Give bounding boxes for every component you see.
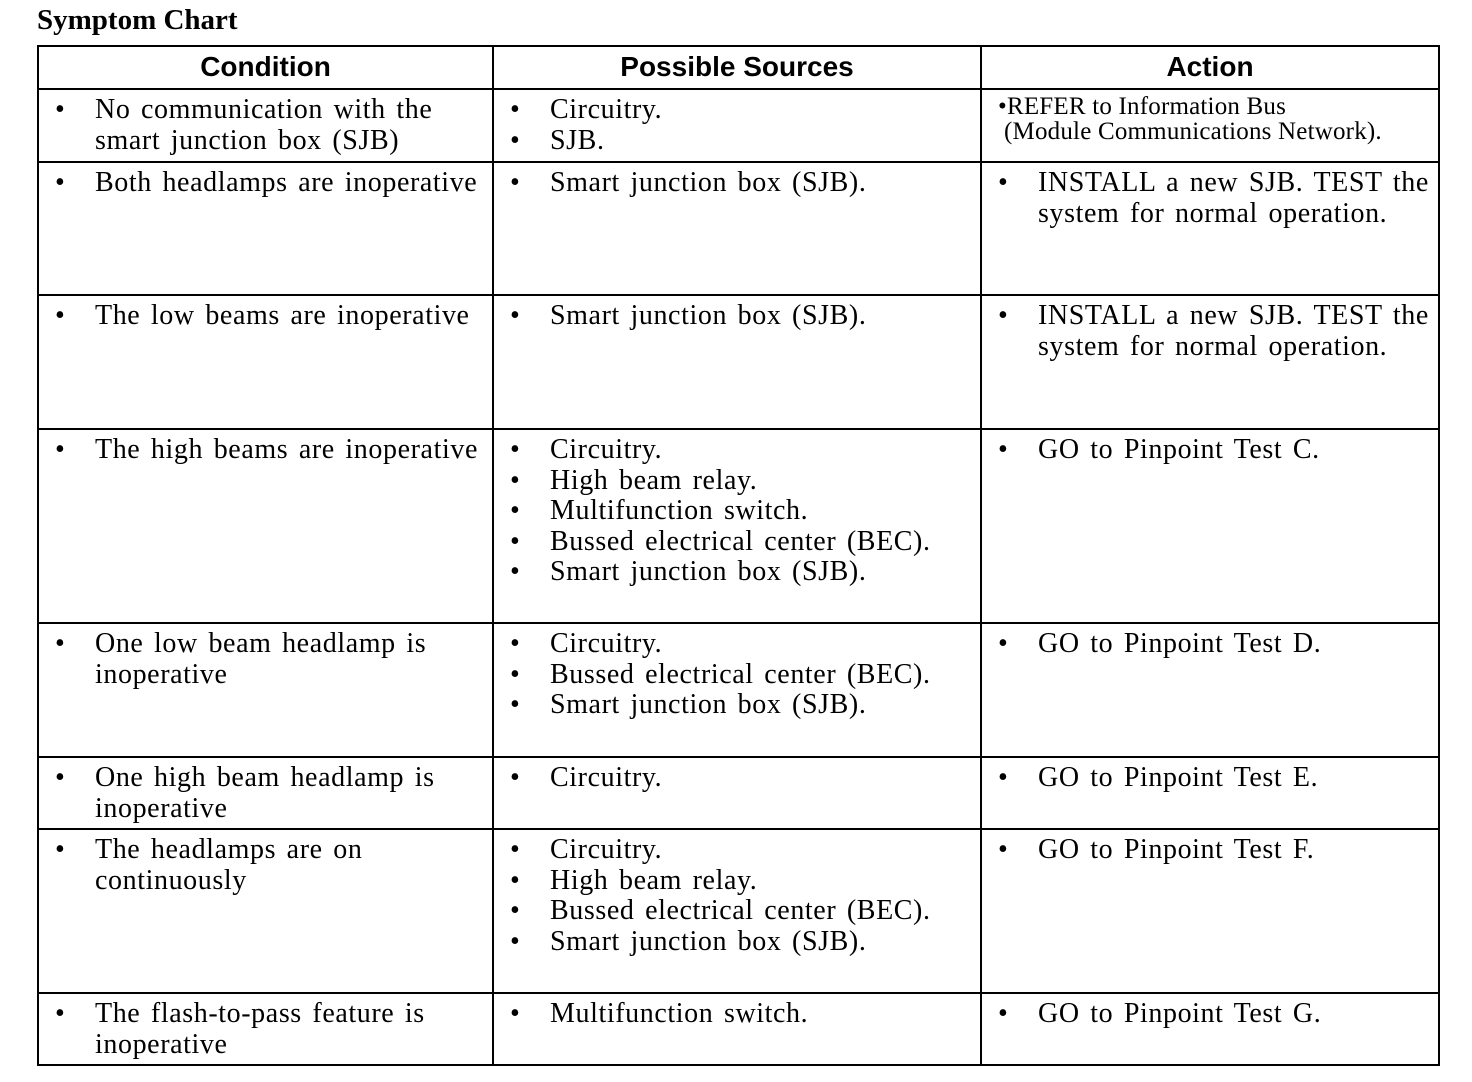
source-text: Circuitry. bbox=[550, 434, 663, 465]
sources-cell bbox=[493, 829, 981, 993]
list-item bbox=[494, 835, 972, 866]
condition-cell bbox=[38, 295, 493, 429]
action-text: GO to Pinpoint Test F. bbox=[1038, 834, 1315, 866]
condition-cell bbox=[38, 993, 493, 1065]
condition-cell bbox=[38, 757, 493, 829]
list-item bbox=[494, 527, 972, 558]
bullet-icon: • bbox=[510, 628, 521, 659]
action-cell bbox=[981, 295, 1439, 429]
source-text: Smart junction box (SJB). bbox=[550, 556, 867, 588]
list-item bbox=[494, 763, 972, 794]
sources-cell bbox=[493, 89, 981, 162]
action-text: GO to Pinpoint Test E. bbox=[1038, 762, 1319, 793]
list-item bbox=[39, 763, 484, 824]
source-text: Bussed electrical center (BEC). bbox=[550, 895, 931, 927]
bullet-icon: • bbox=[510, 762, 521, 793]
list-item bbox=[39, 168, 484, 199]
list-item bbox=[39, 629, 484, 690]
action-cell bbox=[981, 429, 1439, 623]
page-title: Symptom Chart bbox=[37, 4, 238, 36]
list-item bbox=[494, 927, 972, 958]
condition-cell bbox=[38, 829, 493, 993]
condition-text: The flash-to-pass feature is inoperative bbox=[95, 998, 425, 1060]
table-row bbox=[38, 429, 1439, 623]
list-item bbox=[39, 301, 484, 332]
action-cell bbox=[981, 757, 1439, 829]
sources-cell bbox=[493, 295, 981, 429]
bullet-icon: • bbox=[510, 167, 521, 198]
list-item bbox=[494, 466, 972, 497]
list-item bbox=[494, 999, 972, 1030]
list-item bbox=[494, 629, 972, 660]
bullet-icon: • bbox=[510, 834, 521, 866]
table-row bbox=[38, 829, 1439, 993]
condition-text: The headlamps are on continuously bbox=[95, 834, 363, 896]
action-text: INSTALL a new SJB. TEST the system for normal operation. bbox=[1038, 300, 1429, 362]
condition-cell bbox=[38, 162, 493, 295]
header-condition: Condition bbox=[38, 46, 493, 89]
bullet-icon: • bbox=[998, 434, 1009, 465]
header-action: Action bbox=[981, 46, 1439, 89]
bullet-icon: • bbox=[998, 834, 1009, 866]
source-text: High beam relay. bbox=[550, 864, 758, 896]
bullet-icon: • bbox=[510, 495, 521, 527]
list-item bbox=[982, 301, 1430, 362]
bullet-icon: • bbox=[510, 300, 521, 331]
table-row bbox=[38, 89, 1439, 162]
action-cell bbox=[981, 89, 1439, 162]
list-item bbox=[494, 660, 972, 691]
bullet-icon: • bbox=[998, 762, 1009, 793]
bullet-icon: • bbox=[998, 167, 1009, 198]
sources-cell bbox=[493, 623, 981, 757]
list-item bbox=[982, 168, 1430, 229]
table-row bbox=[38, 757, 1439, 829]
header-possible-sources: Possible Sources bbox=[493, 46, 981, 89]
action-cell bbox=[981, 623, 1439, 757]
refer-line-2: (Module Communications Network). bbox=[1004, 118, 1382, 145]
source-text: Multifunction switch. bbox=[550, 495, 809, 527]
bullet-icon: • bbox=[510, 434, 521, 465]
list-item bbox=[982, 763, 1430, 794]
action-cell bbox=[981, 162, 1439, 295]
source-text: SJB. bbox=[550, 124, 605, 156]
action-text: INSTALL a new SJB. TEST the system for normal operation. bbox=[1038, 167, 1429, 229]
bullet-icon: • bbox=[510, 925, 521, 957]
source-text: Bussed electrical center (BEC). bbox=[550, 658, 931, 690]
bullet-icon: • bbox=[55, 762, 66, 793]
source-text: Smart junction box (SJB). bbox=[550, 925, 867, 957]
action-cell bbox=[981, 829, 1439, 993]
bullet-icon: • bbox=[510, 94, 521, 125]
list-item bbox=[982, 835, 1430, 866]
table-row bbox=[38, 993, 1439, 1065]
list-item bbox=[494, 896, 972, 927]
list-item bbox=[494, 496, 972, 527]
source-text: Circuitry. bbox=[550, 762, 663, 793]
list-item bbox=[982, 629, 1430, 660]
source-text: Circuitry. bbox=[550, 834, 663, 866]
refer-note bbox=[982, 90, 1438, 146]
list-item bbox=[982, 999, 1430, 1030]
source-text: Multifunction switch. bbox=[550, 998, 809, 1030]
sources-cell bbox=[493, 429, 981, 623]
list-item bbox=[39, 835, 484, 896]
bullet-icon: • bbox=[998, 300, 1009, 331]
bullet-icon: • bbox=[55, 434, 66, 465]
source-text: Smart junction box (SJB). bbox=[550, 689, 867, 721]
action-cell bbox=[981, 993, 1439, 1065]
condition-cell bbox=[38, 429, 493, 623]
list-item bbox=[494, 690, 972, 721]
refer-line-1: •REFER to Information Bus bbox=[998, 93, 1287, 120]
table-row bbox=[38, 295, 1439, 429]
bullet-icon: • bbox=[510, 689, 521, 721]
condition-cell bbox=[38, 89, 493, 162]
action-text: GO to Pinpoint Test G. bbox=[1038, 998, 1322, 1030]
table-row bbox=[38, 623, 1439, 757]
source-text: Circuitry. bbox=[550, 94, 663, 125]
list-item bbox=[39, 999, 484, 1060]
source-text: High beam relay. bbox=[550, 464, 758, 496]
bullet-icon: • bbox=[55, 628, 66, 659]
action-text: GO to Pinpoint Test C. bbox=[1038, 434, 1320, 465]
condition-cell bbox=[38, 623, 493, 757]
sources-cell bbox=[493, 757, 981, 829]
sources-cell bbox=[493, 162, 981, 295]
bullet-icon: • bbox=[55, 998, 66, 1030]
sources-cell bbox=[493, 993, 981, 1065]
list-item bbox=[39, 435, 484, 466]
condition-text: One low beam headlamp is inoperative bbox=[95, 628, 427, 690]
list-item bbox=[494, 301, 972, 332]
action-text: GO to Pinpoint Test D. bbox=[1038, 628, 1322, 659]
condition-text: The low beams are inoperative bbox=[95, 300, 470, 331]
bullet-icon: • bbox=[55, 834, 66, 866]
source-text: Bussed electrical center (BEC). bbox=[550, 525, 931, 557]
condition-text: The high beams are inoperative bbox=[95, 434, 478, 465]
list-item bbox=[494, 557, 972, 588]
list-item bbox=[494, 866, 972, 897]
bullet-icon: • bbox=[510, 658, 521, 690]
list-item bbox=[494, 95, 972, 126]
list-item bbox=[494, 126, 972, 157]
bullet-icon: • bbox=[510, 124, 521, 156]
condition-text: One high beam headlamp is inoperative bbox=[95, 762, 435, 824]
bullet-icon: • bbox=[510, 556, 521, 588]
list-item bbox=[982, 435, 1430, 466]
bullet-icon: • bbox=[55, 94, 66, 125]
bullet-icon: • bbox=[510, 464, 521, 496]
table-header-row bbox=[38, 46, 1439, 89]
bullet-icon: • bbox=[510, 525, 521, 557]
list-item bbox=[494, 168, 972, 199]
source-text: Smart junction box (SJB). bbox=[550, 300, 867, 331]
table-row bbox=[38, 162, 1439, 295]
condition-text: No communication with the smart junction box (SJB) bbox=[95, 94, 433, 156]
source-text: Smart junction box (SJB). bbox=[550, 167, 867, 198]
symptom-chart-table bbox=[37, 45, 1440, 1066]
condition-text: Both headlamps are inoperative bbox=[95, 167, 478, 198]
source-text: Circuitry. bbox=[550, 628, 663, 659]
bullet-icon: • bbox=[510, 864, 521, 896]
bullet-icon: • bbox=[55, 167, 66, 198]
list-item bbox=[494, 435, 972, 466]
bullet-icon: • bbox=[55, 300, 66, 331]
bullet-icon: • bbox=[510, 998, 521, 1030]
bullet-icon: • bbox=[998, 998, 1009, 1030]
list-item bbox=[39, 95, 484, 156]
bullet-icon: • bbox=[510, 895, 521, 927]
bullet-icon: • bbox=[998, 628, 1009, 659]
